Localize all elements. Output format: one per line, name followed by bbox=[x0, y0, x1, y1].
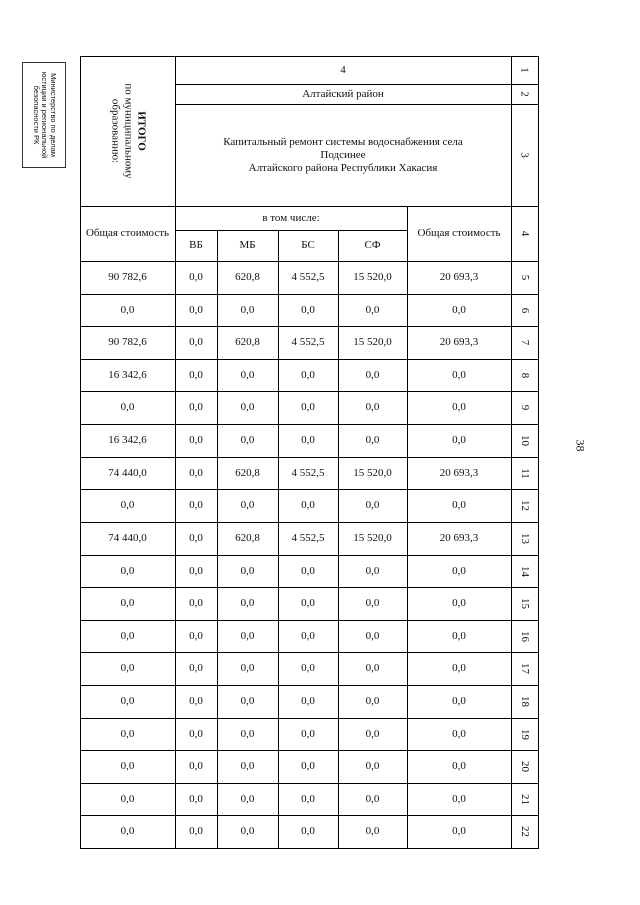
table-cell-bs: 0,0 bbox=[301, 304, 315, 316]
page-number: 38 bbox=[573, 439, 588, 452]
table-cell-vb: 0,0 bbox=[189, 760, 203, 772]
row-number: 19 bbox=[519, 729, 531, 740]
table-cell-vb: 0,0 bbox=[189, 695, 203, 707]
table-cell-bs: 0,0 bbox=[301, 597, 315, 609]
row-number: 21 bbox=[519, 794, 531, 805]
table-cell-bs: 0,0 bbox=[301, 499, 315, 511]
table-cell-total-left: 0,0 bbox=[120, 662, 135, 674]
table-cell-bs: 0,0 bbox=[301, 565, 315, 577]
grid-line bbox=[175, 230, 407, 231]
table-cell-mb: 0,0 bbox=[240, 499, 255, 511]
table-cell-bs: 0,0 bbox=[301, 369, 315, 381]
table-cell-sf: 0,0 bbox=[365, 728, 380, 740]
table-cell-sf: 0,0 bbox=[365, 369, 380, 381]
row-number: 9 bbox=[519, 404, 531, 411]
table-cell-total-left: 0,0 bbox=[120, 401, 135, 413]
table-cell-total-left: 0,0 bbox=[120, 728, 135, 740]
col-mb-header: МБ bbox=[239, 239, 256, 251]
table-cell-total-left: 0,0 bbox=[120, 304, 135, 316]
table-cell-vb: 0,0 bbox=[189, 565, 203, 577]
table-cell-total-left: 0,0 bbox=[120, 499, 135, 511]
table-cell-total-left: 0,0 bbox=[120, 760, 135, 772]
table-cell-total-right: 0,0 bbox=[452, 597, 466, 609]
grid-line bbox=[80, 206, 539, 207]
table-cell-total-left: 74 440,0 bbox=[108, 532, 147, 544]
itogo-header: ИТОГО по муниципальному образованию: bbox=[109, 83, 147, 179]
table-cell-vb: 0,0 bbox=[189, 597, 203, 609]
table-cell-total-left: 16 342,6 bbox=[108, 369, 147, 381]
table-cell-mb: 620,8 bbox=[235, 271, 260, 283]
table-cell-vb: 0,0 bbox=[189, 271, 203, 283]
row-number: 17 bbox=[519, 663, 531, 674]
row-number: 1 bbox=[519, 67, 531, 73]
row-number: 12 bbox=[519, 500, 531, 511]
grid-line bbox=[80, 848, 539, 849]
table-cell-sf: 0,0 bbox=[365, 760, 380, 772]
table-cell-bs: 0,0 bbox=[301, 662, 315, 674]
table-cell-total-right: 0,0 bbox=[452, 760, 466, 772]
row-number: 14 bbox=[519, 566, 531, 577]
table-cell-total-right: 0,0 bbox=[452, 369, 466, 381]
grid-line bbox=[80, 56, 539, 57]
table-cell-vb: 0,0 bbox=[189, 630, 203, 642]
row-number: 20 bbox=[519, 761, 531, 772]
table-cell-vb: 0,0 bbox=[189, 532, 203, 544]
col-sf-header: СФ bbox=[364, 239, 381, 251]
table-cell-mb: 0,0 bbox=[240, 728, 255, 740]
table-cell-sf: 0,0 bbox=[365, 499, 380, 511]
table-cell-bs: 0,0 bbox=[301, 825, 315, 837]
table-cell-sf: 15 520,0 bbox=[353, 336, 392, 348]
table-cell-mb: 0,0 bbox=[240, 401, 255, 413]
table-cell-vb: 0,0 bbox=[189, 728, 203, 740]
table-cell-total-left: 0,0 bbox=[120, 630, 135, 642]
table-cell-mb: 620,8 bbox=[235, 467, 260, 479]
row-number: 8 bbox=[519, 372, 531, 379]
table-cell-sf: 0,0 bbox=[365, 662, 380, 674]
total-cost-right-header: Общая стоимость bbox=[417, 227, 501, 239]
row-number: 22 bbox=[519, 826, 531, 837]
table-cell-vb: 0,0 bbox=[189, 434, 203, 446]
table-cell-sf: 0,0 bbox=[365, 793, 380, 805]
table-cell-total-left: 0,0 bbox=[120, 793, 135, 805]
table-cell-total-right: 0,0 bbox=[452, 499, 466, 511]
table-cell-mb: 0,0 bbox=[240, 793, 255, 805]
table-cell-total-right: 0,0 bbox=[452, 662, 466, 674]
table-cell-sf: 15 520,0 bbox=[353, 271, 392, 283]
table-cell-mb: 0,0 bbox=[240, 434, 255, 446]
table-cell-total-right: 20 693,3 bbox=[439, 467, 479, 479]
district-name: Алтайский район bbox=[302, 87, 384, 100]
table-cell-total-right: 0,0 bbox=[452, 401, 466, 413]
project-title: Капитальный ремонт системы водоснабжения села Подсинее Алтайского района Республики Хакасия bbox=[223, 135, 463, 174]
table-cell-total-right: 0,0 bbox=[452, 434, 466, 446]
row-number: 6 bbox=[519, 307, 531, 314]
table-cell-bs: 0,0 bbox=[301, 630, 315, 642]
table-cell-mb: 0,0 bbox=[240, 825, 255, 837]
group-number: 4 bbox=[340, 63, 346, 76]
table-cell-total-right: 20 693,3 bbox=[439, 271, 479, 283]
table-cell-bs: 0,0 bbox=[301, 401, 315, 413]
table-cell-total-left: 0,0 bbox=[120, 565, 135, 577]
row-number: 16 bbox=[519, 631, 531, 642]
table-cell-bs: 0,0 bbox=[301, 434, 315, 446]
table-cell-bs: 0,0 bbox=[301, 760, 315, 772]
table-cell-total-right: 0,0 bbox=[452, 304, 466, 316]
ministry-stamp bbox=[22, 62, 66, 168]
table-cell-bs: 4 552,5 bbox=[291, 532, 325, 544]
table-cell-bs: 0,0 bbox=[301, 728, 315, 740]
table-cell-mb: 0,0 bbox=[240, 597, 255, 609]
grid-line bbox=[175, 104, 538, 105]
row-number: 18 bbox=[519, 696, 531, 707]
table-cell-vb: 0,0 bbox=[189, 793, 203, 805]
table-cell-sf: 0,0 bbox=[365, 695, 380, 707]
table-cell-total-right: 20 693,3 bbox=[439, 532, 479, 544]
total-cost-left-header: Общая стоимость bbox=[85, 227, 170, 239]
table-cell-vb: 0,0 bbox=[189, 401, 203, 413]
table-cell-vb: 0,0 bbox=[189, 662, 203, 674]
table-cell-bs: 4 552,5 bbox=[291, 467, 325, 479]
table-cell-vb: 0,0 bbox=[189, 304, 203, 316]
row-number: 15 bbox=[519, 598, 531, 609]
row-number: 5 bbox=[519, 274, 531, 281]
table-cell-bs: 0,0 bbox=[301, 695, 315, 707]
row-number: 11 bbox=[519, 468, 531, 479]
grid-line bbox=[175, 84, 538, 85]
table-cell-sf: 15 520,0 bbox=[353, 532, 392, 544]
table-cell-total-left: 90 782,6 bbox=[108, 336, 147, 348]
table-cell-sf: 0,0 bbox=[365, 401, 380, 413]
including-header: в том числе: bbox=[262, 211, 320, 224]
table-cell-sf: 15 520,0 bbox=[353, 467, 392, 479]
table-cell-bs: 4 552,5 bbox=[291, 271, 325, 283]
row-number: 2 bbox=[519, 91, 531, 97]
table-cell-mb: 0,0 bbox=[240, 630, 255, 642]
table-cell-mb: 0,0 bbox=[240, 304, 255, 316]
table-cell-vb: 0,0 bbox=[189, 467, 203, 479]
table-cell-total-right: 0,0 bbox=[452, 728, 466, 740]
col-bs-header: БС bbox=[301, 239, 315, 251]
table-cell-sf: 0,0 bbox=[365, 825, 380, 837]
table-cell-vb: 0,0 bbox=[189, 336, 203, 348]
table-cell-total-left: 0,0 bbox=[120, 695, 135, 707]
stamp-text: Министерство по делам юстиции и региональной безопасности РК bbox=[31, 71, 58, 159]
table-cell-sf: 0,0 bbox=[365, 597, 380, 609]
col-vb-header: ВБ bbox=[189, 239, 203, 251]
table-cell-total-right: 0,0 bbox=[452, 695, 466, 707]
table-cell-bs: 4 552,5 bbox=[291, 336, 325, 348]
table-cell-mb: 0,0 bbox=[240, 565, 255, 577]
row-number: 7 bbox=[519, 339, 531, 346]
table-cell-total-left: 90 782,6 bbox=[108, 271, 147, 283]
budget-table bbox=[80, 56, 538, 848]
table-cell-vb: 0,0 bbox=[189, 499, 203, 511]
row-number: 13 bbox=[519, 533, 531, 544]
table-cell-total-right: 20 693,3 bbox=[439, 336, 479, 348]
table-cell-total-left: 0,0 bbox=[120, 825, 135, 837]
table-cell-sf: 0,0 bbox=[365, 304, 380, 316]
table-cell-mb: 620,8 bbox=[235, 336, 260, 348]
row-number: 10 bbox=[519, 435, 531, 446]
table-cell-mb: 0,0 bbox=[240, 369, 255, 381]
table-cell-mb: 0,0 bbox=[240, 760, 255, 772]
table-cell-total-left: 16 342,6 bbox=[108, 434, 147, 446]
table-cell-total-left: 0,0 bbox=[120, 597, 135, 609]
table-cell-mb: 0,0 bbox=[240, 662, 255, 674]
table-cell-total-left: 74 440,0 bbox=[108, 467, 147, 479]
table-cell-total-right: 0,0 bbox=[452, 565, 466, 577]
table-cell-vb: 0,0 bbox=[189, 825, 203, 837]
table-cell-vb: 0,0 bbox=[189, 369, 203, 381]
table-cell-sf: 0,0 bbox=[365, 565, 380, 577]
table-cell-bs: 0,0 bbox=[301, 793, 315, 805]
row-number: 4 bbox=[519, 230, 531, 237]
table-cell-mb: 0,0 bbox=[240, 695, 255, 707]
table-cell-mb: 620,8 bbox=[235, 532, 260, 544]
table-cell-total-right: 0,0 bbox=[452, 630, 466, 642]
table-cell-sf: 0,0 bbox=[365, 630, 380, 642]
row-number: 3 bbox=[519, 152, 531, 158]
table-cell-total-right: 0,0 bbox=[452, 793, 466, 805]
table-cell-total-right: 0,0 bbox=[452, 825, 466, 837]
table-cell-sf: 0,0 bbox=[365, 434, 380, 446]
